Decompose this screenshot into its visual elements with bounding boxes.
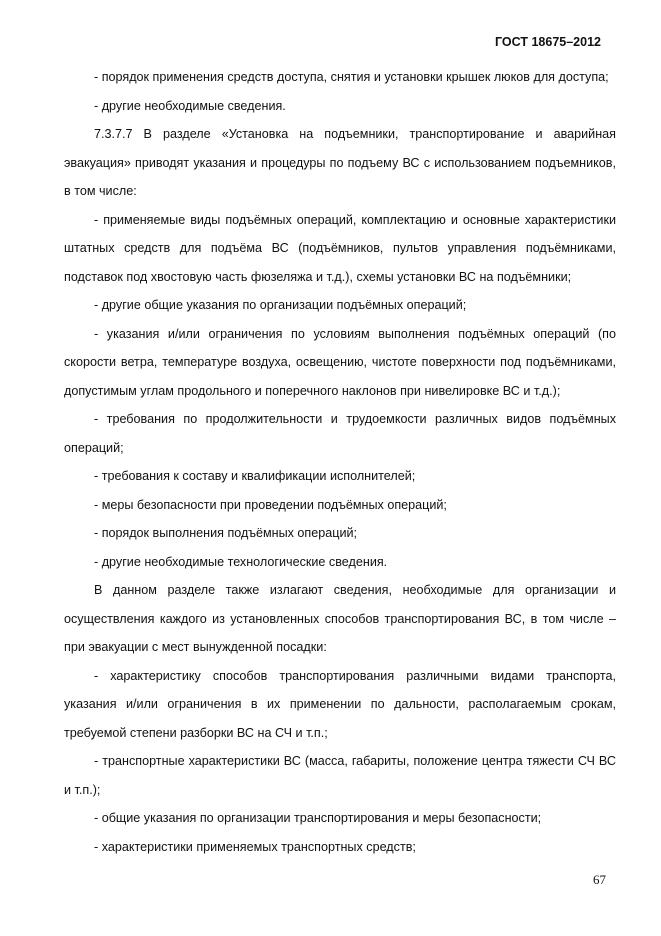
standard-code-header: ГОСТ 18675–2012 (495, 35, 601, 49)
paragraph: - требования к составу и квалификации исполнителей; (94, 469, 416, 483)
paragraph: - указания и/или ограничения по условиям выполнения подъёмных операций (по скорости ветра, температуре воздуха, освещению, чистоте поверхности под подъёмниками, допустимым углам продольного и поперечного наклонов при нивелировке ВС и т.д.); (64, 326, 616, 398)
paragraph: - транспортные характеристики ВС (масса, габариты, положение центра тяжести СЧ ВС и т.п.); (64, 754, 616, 797)
paragraph: - другие необходимые сведения. (94, 98, 286, 113)
page-number: 67 (593, 872, 606, 887)
paragraph: - порядок выполнения подъёмных операций; (94, 526, 358, 540)
paragraph: В данном разделе также излагают сведения, необходимые для организации и осуществления каждого из установленных способов транспортирования ВС, в том числе – при эвакуации с мест вынужденной посадки: (64, 583, 616, 654)
paragraph: - меры безопасности при проведении подъёмных операций; (94, 497, 447, 512)
paragraph: - характеристику способов транспортирования различными видами транспорта, указания и/или ограничения в их применении по дальности, располагаемым срокам, требуемой степени разборки ВС на СЧ и т.п.; (64, 668, 616, 740)
paragraph: - общие указания по организации транспортирования и меры безопасности; (94, 811, 542, 825)
paragraph: - другие необходимые технологические сведения. (94, 554, 388, 569)
paragraph: - другие общие указания по организации подъёмных операций; (94, 298, 467, 312)
paragraph: - требования по продолжительности и трудоемкости различных видов подъёмных операций; (64, 412, 616, 455)
paragraph: - порядок применения средств доступа, снятия и установки крышек люков для доступа; (94, 70, 609, 84)
section-paragraph: 7.3.7.7 В разделе «Установка на подъемники, транспортирование и аварийная эвакуация» приводят указания и процедуры по подъему ВС с использованием подъемников, в том числе: (64, 127, 616, 198)
paragraph: - характеристики применяемых транспортных средств; (94, 839, 416, 854)
paragraph: - применяемые виды подъёмных операций, комплектацию и основные характеристики штатных средств для подъёма ВС (подъёмников, пультов управления подъёмниками, подставок под хвостовую часть фюзеляжа и т.д.), схемы установки ВС на подъёмники; (64, 212, 616, 284)
document-body (64, 63, 616, 861)
